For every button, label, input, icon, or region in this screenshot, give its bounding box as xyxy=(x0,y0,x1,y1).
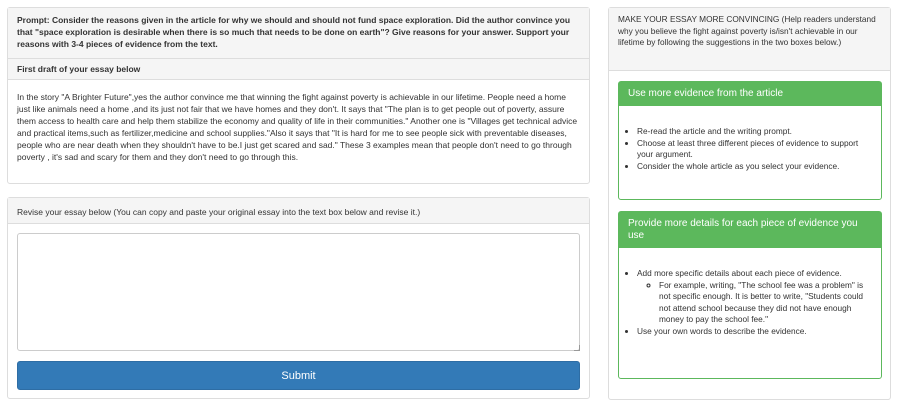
evidence-tip-title: Use more evidence from the article xyxy=(619,82,881,106)
list-item: • Choose at least three different pieces of evidence to support your argument. xyxy=(637,138,873,161)
tips-panel xyxy=(608,7,891,400)
list-item-text: Add more specific details about each piece of evidence. xyxy=(637,268,842,278)
list-item xyxy=(637,268,873,326)
details-tip-list xyxy=(619,268,881,337)
evidence-tip-list xyxy=(619,126,881,172)
list-item: • Re-read the article and the writing prompt. xyxy=(637,126,873,138)
revise-essay-textarea[interactable] xyxy=(17,233,580,351)
essay-panel xyxy=(7,7,590,184)
revise-panel xyxy=(7,197,590,399)
draft-essay-text: In the story "A Brighter Future",yes the author convince me that winning the fight against poverty is achievable in our lifetime. People need a home just like animals need a home ,and its just not fair that we have homes and they don't. It says that "The plan is to get people out of poverty, assure them access to health care and help them stabilize the economy and quality of life in their communities." Another one is "Villages get technical advice and practical items,such as fertilizer,medicine and school supplies."Also it says that "It is hard for me to see people sick with preventable diseases, people who are near death when they shouldn't have to be.I just get scared and sad." These 3 examples mean that people don't need to go through poverty , it's sad and scary for them and they don't need to go through this. xyxy=(17,92,578,162)
essay-prompt: Prompt: Consider the reasons given in the article for why we should and should not fund space exploration. Did the author convince you that "space exploration is desirable when there is so much that needs to be done on earth"? Give reasons for your answer. Support your reasons with 3-4 pieces of evidence from the text. xyxy=(8,8,589,59)
submit-button[interactable]: Submit xyxy=(17,361,580,390)
evidence-tip-box xyxy=(618,81,882,200)
details-tip-title: Provide more details for each piece of evidence you use xyxy=(619,212,881,248)
resize-handle-icon[interactable] xyxy=(574,345,580,351)
details-tip-box xyxy=(618,211,882,379)
list-item: • Use your own words to describe the evidence. xyxy=(637,326,873,338)
tips-heading: MAKE YOUR ESSAY MORE CONVINCING (Help readers understand why you believe the fight against poverty is/isn't achievable in our lifetime by following the suggestions in the two boxes below.) xyxy=(609,8,890,71)
details-sub-list xyxy=(637,280,873,326)
list-item: ◦ For example, writing, "The school fee was a problem" is not specific enough. It is better to write, "Students could not attend school because they did not have enough money to pay the school fee." xyxy=(659,280,865,326)
revise-heading: Revise your essay below (You can copy and paste your original essay into the text box below and revise it.) xyxy=(8,198,589,224)
draft-heading: First draft of your essay below xyxy=(8,59,589,80)
list-item: • Consider the whole article as you select your evidence. xyxy=(637,161,873,173)
